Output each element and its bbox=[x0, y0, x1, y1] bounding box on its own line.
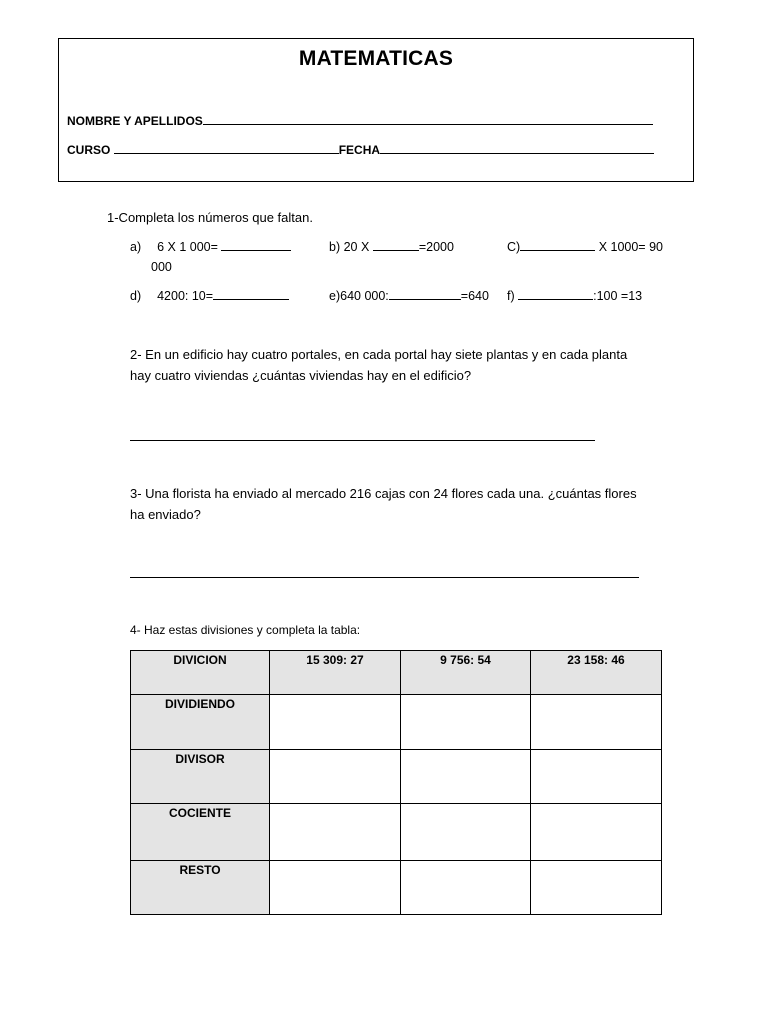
answer-cell[interactable] bbox=[270, 861, 401, 915]
header-box bbox=[58, 38, 694, 182]
question-2-line-1: 2- En un edificio hay cuatro portales, en cada portal hay siete plantas y en cada planta bbox=[130, 347, 628, 362]
answer-cell[interactable] bbox=[401, 861, 531, 915]
question-3-line-2: ha enviado? bbox=[130, 507, 201, 522]
name-field-row bbox=[67, 112, 653, 128]
answer-cell[interactable] bbox=[401, 750, 531, 804]
answer-blank[interactable] bbox=[213, 287, 289, 300]
answer-cell[interactable] bbox=[531, 861, 662, 915]
item-text: 20 X bbox=[343, 240, 370, 254]
table-header-cell: 15 309: 27 bbox=[270, 651, 401, 695]
item-text: 6 X 1 000= bbox=[157, 240, 218, 254]
item-marker: d) bbox=[130, 289, 142, 303]
table-row bbox=[131, 804, 662, 861]
answer-blank[interactable] bbox=[518, 287, 593, 300]
question-4-text: 4- Haz estas divisiones y completa la tabla: bbox=[130, 623, 361, 637]
table-row bbox=[131, 695, 662, 750]
row-label: DIVISOR bbox=[131, 750, 270, 804]
q1-item-e bbox=[329, 286, 489, 306]
q1-item-b bbox=[329, 237, 454, 257]
item-marker: e) bbox=[329, 289, 341, 303]
answer-cell[interactable] bbox=[401, 804, 531, 861]
item-marker: f) bbox=[507, 289, 515, 303]
item-marker: C) bbox=[507, 240, 521, 254]
q1-item-d bbox=[130, 286, 289, 306]
row-label: DIVIDIENDO bbox=[131, 695, 270, 750]
answer-blank[interactable] bbox=[520, 238, 595, 251]
item-after: =2000 bbox=[418, 240, 454, 254]
question-2-line-2: hay cuatro viviendas ¿cuántas viviendas hay en el edificio? bbox=[130, 368, 472, 383]
answer-cell[interactable] bbox=[531, 695, 662, 750]
date-field[interactable] bbox=[380, 141, 654, 154]
division-table bbox=[130, 650, 662, 915]
answer-cell[interactable] bbox=[531, 750, 662, 804]
q1-item-c bbox=[507, 237, 663, 257]
name-label: NOMBRE Y APELLIDOS bbox=[67, 114, 203, 128]
q1-item-a bbox=[130, 237, 291, 257]
item-marker: b) bbox=[329, 240, 341, 254]
q1-item-f bbox=[507, 286, 642, 306]
table-header-cell: DIVICION bbox=[131, 651, 270, 695]
row-label: RESTO bbox=[131, 861, 270, 915]
table-header-cell: 23 158: 46 bbox=[531, 651, 662, 695]
answer-blank[interactable] bbox=[389, 287, 461, 300]
date-label: FECHA bbox=[338, 143, 381, 157]
item-text: 640 000: bbox=[340, 289, 389, 303]
item-marker: a) bbox=[130, 240, 142, 254]
item-text: 4200: 10= bbox=[157, 289, 214, 303]
question-2-answer-line[interactable] bbox=[130, 440, 595, 441]
answer-cell[interactable] bbox=[270, 804, 401, 861]
answer-cell[interactable] bbox=[270, 750, 401, 804]
course-label: CURSO bbox=[67, 143, 111, 157]
course-field[interactable] bbox=[114, 141, 339, 154]
table-row bbox=[131, 750, 662, 804]
item-after: X 1000= 90 bbox=[598, 240, 663, 254]
question-1-text: 1-Completa los números que faltan. bbox=[107, 210, 313, 225]
answer-cell[interactable] bbox=[401, 695, 531, 750]
name-field[interactable] bbox=[203, 112, 653, 125]
question-3-answer-line[interactable] bbox=[130, 577, 639, 578]
item-after: =640 bbox=[460, 289, 489, 303]
q1-item-a-cont: 000 bbox=[151, 260, 172, 274]
question-3-line-1: 3- Una florista ha enviado al mercado 216 cajas con 24 flores cada una. ¿cuántas flores bbox=[130, 486, 637, 501]
answer-blank[interactable] bbox=[373, 238, 419, 251]
course-date-row bbox=[67, 141, 654, 157]
row-label: COCIENTE bbox=[131, 804, 270, 861]
table-header-row bbox=[131, 651, 662, 695]
answer-cell[interactable] bbox=[270, 695, 401, 750]
item-after: :100 =13 bbox=[593, 289, 643, 303]
page-title: MATEMATICAS bbox=[298, 47, 454, 70]
table-header-cell: 9 756: 54 bbox=[401, 651, 531, 695]
answer-cell[interactable] bbox=[531, 804, 662, 861]
table-row bbox=[131, 861, 662, 915]
answer-blank[interactable] bbox=[221, 238, 291, 251]
